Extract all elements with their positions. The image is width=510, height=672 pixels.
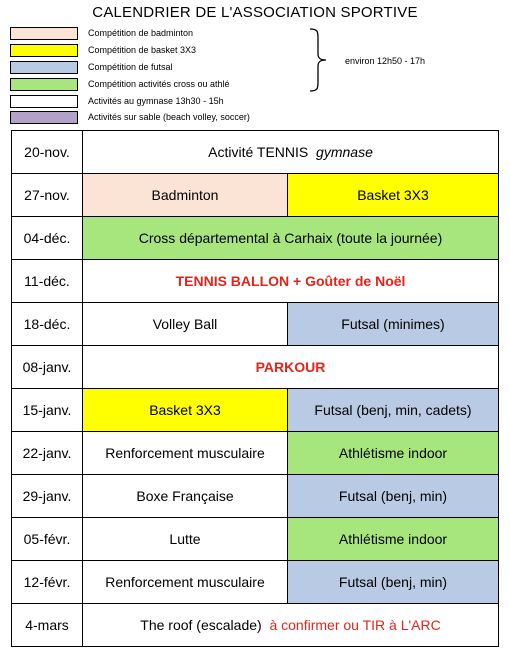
date-cell: 12-févr. [12, 561, 83, 604]
date-cell: 18-déc. [12, 303, 83, 346]
activity-cell: Futsal (benj, min) [288, 475, 499, 518]
legend-item [10, 60, 173, 74]
legend-label: Compétition de futsal [88, 62, 173, 72]
legend-label: Activités sur sable (beach volley, soccer) [88, 112, 250, 122]
legend-item [10, 110, 250, 124]
activity-cell: Cross départemental à Carhaix (toute la journée) [83, 217, 499, 260]
date-cell: 05-févr. [12, 518, 83, 561]
activity-cell: Basket 3X3 [83, 389, 288, 432]
legend-swatch-badminton [10, 27, 78, 40]
table-row [12, 303, 499, 346]
legend-swatch-basket [10, 44, 78, 57]
activity-label: Activité TENNIS [208, 144, 309, 160]
activity-cell: Futsal (minimes) [288, 303, 499, 346]
table-row [12, 217, 499, 260]
legend-label: Compétition activités cross ou athlé [88, 79, 230, 89]
legend-item [10, 77, 230, 91]
activity-cell: Renforcement musculaire [83, 561, 288, 604]
activity-cell: PARKOUR [83, 346, 499, 389]
legend-swatch-futsal [10, 61, 78, 74]
page-title: CALENDRIER DE L'ASSOCIATION SPORTIVE [92, 4, 418, 21]
legend-label: Compétition de basket 3X3 [88, 45, 197, 55]
legend-swatch-sable [10, 111, 78, 124]
table-row [12, 260, 499, 303]
legend-label: Activités au gymnase 13h30 - 15h [88, 96, 224, 106]
date-cell: 22-janv. [12, 432, 83, 475]
legend-label: Compétition de badminton [88, 28, 194, 38]
curly-brace-icon [308, 28, 338, 92]
table-row [12, 475, 499, 518]
legend-swatch-gymnase [10, 95, 78, 108]
activity-cell: Boxe Française [83, 475, 288, 518]
date-cell: 4-mars [12, 604, 83, 647]
legend-item [10, 43, 196, 57]
table-row [12, 389, 499, 432]
activity-note: gymnase [316, 144, 373, 160]
activity-cell: Futsal (benj, min) [288, 561, 499, 604]
table-row [12, 346, 499, 389]
table-row [12, 432, 499, 475]
table-row [12, 174, 499, 217]
date-cell: 04-déc. [12, 217, 83, 260]
date-cell: 08-janv. [12, 346, 83, 389]
date-cell: 11-déc. [12, 260, 83, 303]
activity-cell: Athlétisme indoor [288, 518, 499, 561]
date-cell: 29-janv. [12, 475, 83, 518]
activity-cell [83, 604, 499, 647]
activity-cell: Volley Ball [83, 303, 288, 346]
activity-cell: Renforcement musculaire [83, 432, 288, 475]
activity-cell: Badminton [83, 174, 288, 217]
activity-cell [83, 131, 499, 174]
activity-note: à confirmer ou TIR à L'ARC [269, 617, 441, 633]
legend-swatch-cross [10, 78, 78, 91]
table-row [12, 518, 499, 561]
activity-cell: Athlétisme indoor [288, 432, 499, 475]
table-row [12, 604, 499, 647]
legend-item [10, 26, 193, 40]
date-cell: 15-janv. [12, 389, 83, 432]
table-row [12, 131, 499, 174]
schedule-table [11, 130, 499, 647]
date-cell: 27-nov. [12, 174, 83, 217]
activity-cell: Basket 3X3 [288, 174, 499, 217]
legend-item [10, 94, 224, 108]
activity-cell: Futsal (benj, min, cadets) [288, 389, 499, 432]
activity-label: The roof (escalade) [140, 617, 262, 633]
date-cell: 20-nov. [12, 131, 83, 174]
competition-hours: environ 12h50 - 17h [345, 56, 426, 66]
activity-cell: Lutte [83, 518, 288, 561]
activity-cell: TENNIS BALLON + Goûter de Noël [83, 260, 499, 303]
table-row [12, 561, 499, 604]
